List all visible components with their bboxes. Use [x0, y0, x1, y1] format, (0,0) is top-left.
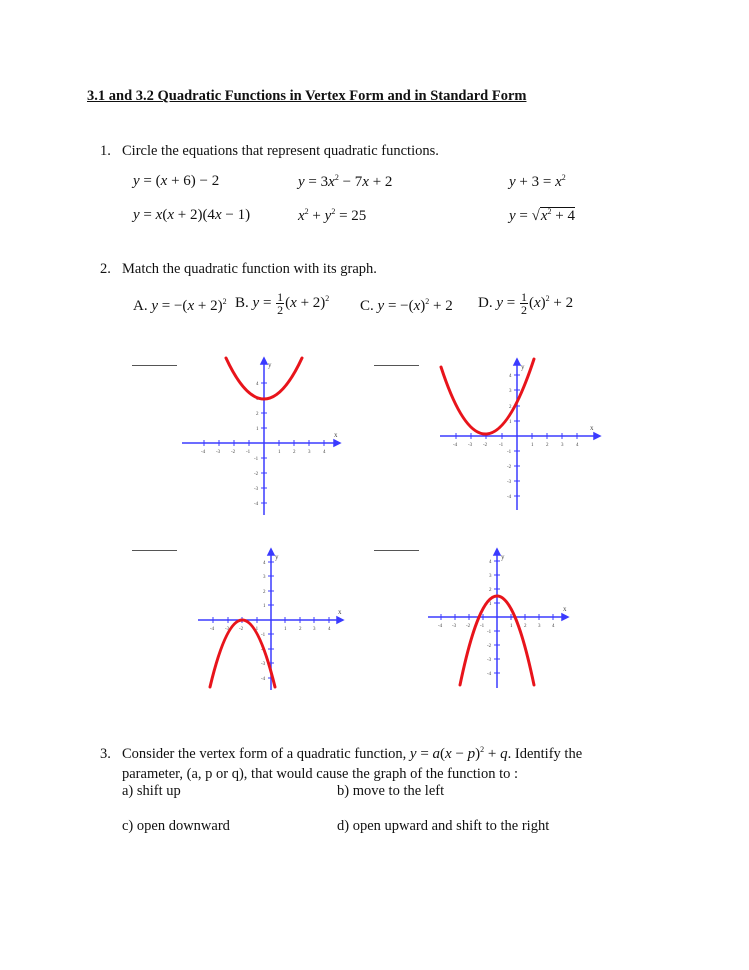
- svg-text:3: 3: [313, 627, 316, 632]
- svg-text:-4: -4: [261, 677, 266, 682]
- svg-text:-4: -4: [438, 624, 443, 629]
- svg-text:-2: -2: [261, 648, 266, 653]
- option-a: A. $y = -(x + 2)^2$: [133, 297, 227, 314]
- svg-text:x: x: [334, 431, 338, 439]
- question-number: 2.: [100, 261, 111, 277]
- svg-text:4: 4: [509, 374, 512, 379]
- svg-text:-1: -1: [499, 443, 504, 448]
- svg-text:-1: -1: [261, 633, 266, 638]
- svg-text:3: 3: [263, 575, 266, 580]
- svg-text:-1: -1: [254, 457, 259, 462]
- svg-text:2: 2: [299, 627, 302, 632]
- question-3-prompt: 3. Consider the vertex form of a quadratic function, $y = a(x - p)^2 + q$. Identify the: [100, 745, 583, 762]
- equation-3: $y + 3 = x^2$: [509, 173, 566, 190]
- svg-text:1: 1: [284, 627, 287, 632]
- answer-blank-3[interactable]: [132, 550, 177, 551]
- part-b: b) move to the left: [337, 783, 445, 799]
- svg-text:4: 4: [552, 624, 555, 629]
- svg-text:y: y: [521, 363, 525, 371]
- svg-text:y: y: [275, 553, 279, 561]
- svg-text:-4: -4: [254, 502, 259, 507]
- question-text: Consider the vertex form of a quadratic function,: [122, 746, 407, 762]
- svg-text:-3: -3: [254, 487, 259, 492]
- svg-text:-4: -4: [453, 443, 458, 448]
- svg-text:-1: -1: [480, 624, 485, 629]
- graph-2: [430, 355, 610, 515]
- svg-text:4: 4: [576, 443, 579, 448]
- option-b: B. y = $\frac{1}{2}$ $(x + 2)^2$: [235, 290, 330, 317]
- svg-text:-4: -4: [507, 495, 512, 500]
- svg-text:1: 1: [510, 624, 513, 629]
- page-title: 3.1 and 3.2 Quadratic Functions in Vertex Form and in Standard Form: [87, 88, 527, 104]
- svg-text:4: 4: [256, 382, 259, 387]
- question-text: Circle the equations that represent quadratic functions.: [122, 143, 439, 159]
- svg-text:-4: -4: [210, 627, 215, 632]
- part-a: a) shift up: [122, 783, 181, 799]
- svg-text:-3: -3: [487, 658, 492, 663]
- svg-text:2: 2: [489, 588, 492, 593]
- svg-text:2: 2: [546, 443, 549, 448]
- answer-blank-4[interactable]: [374, 550, 419, 551]
- equation-2: $y = 3x^2 - 7x + 2$: [298, 173, 393, 190]
- svg-text:-1: -1: [254, 627, 259, 632]
- svg-text:3: 3: [538, 624, 541, 629]
- graph-1: [176, 355, 346, 515]
- question-number: 3.: [100, 746, 111, 762]
- svg-text:y: y: [501, 553, 505, 561]
- svg-text:x: x: [563, 605, 567, 613]
- svg-text:-2: -2: [487, 644, 492, 649]
- svg-text:y: y: [268, 361, 272, 369]
- svg-text:-3: -3: [507, 480, 512, 485]
- svg-text:-4: -4: [487, 672, 492, 677]
- vertex-form-equation: $y = a(x - p)^2 + q$: [409, 745, 508, 762]
- svg-text:-2: -2: [231, 450, 236, 455]
- equation-1: y = (x + 6) − 2: [133, 173, 220, 189]
- svg-text:x: x: [338, 608, 342, 616]
- graph-3: [190, 545, 360, 695]
- svg-text:-3: -3: [216, 450, 221, 455]
- svg-text:-2: -2: [254, 472, 259, 477]
- question-2-prompt: [100, 261, 377, 278]
- svg-text:-2: -2: [507, 465, 512, 470]
- svg-text:1: 1: [263, 604, 266, 609]
- answer-blank-2[interactable]: [374, 365, 419, 366]
- svg-text:3: 3: [256, 397, 259, 402]
- question-text: Match the quadratic function with its graph.: [122, 261, 377, 277]
- question-number: 1.: [100, 143, 111, 159]
- option-d: D. y = $\frac{1}{2}$ $(x)^2 + 2$: [478, 290, 574, 317]
- svg-text:2: 2: [524, 624, 527, 629]
- svg-text:2: 2: [263, 590, 266, 595]
- svg-text:3: 3: [509, 389, 512, 394]
- svg-text:-2: -2: [466, 624, 471, 629]
- svg-text:-1: -1: [246, 450, 251, 455]
- svg-text:4: 4: [323, 450, 326, 455]
- equation-5: $x^2 + y^2 = 25$: [298, 207, 367, 224]
- svg-text:-1: -1: [487, 630, 492, 635]
- svg-text:4: 4: [328, 627, 331, 632]
- equation-6: $y = √x^2 + 4$: [509, 207, 576, 224]
- question-1-prompt: [100, 143, 439, 160]
- option-c: C. $y = -(x)^2 + 2$: [360, 297, 453, 314]
- part-c: c) open downward: [122, 818, 230, 834]
- svg-text:3: 3: [561, 443, 564, 448]
- question-3-prompt-line2: parameter, (a, p or q), that would cause the graph of the function to :: [122, 766, 519, 782]
- svg-text:1: 1: [509, 420, 512, 425]
- svg-text:-2: -2: [239, 627, 244, 632]
- svg-text:4: 4: [263, 561, 266, 566]
- svg-text:-3: -3: [452, 624, 457, 629]
- svg-text:-3: -3: [468, 443, 473, 448]
- svg-text:2: 2: [293, 450, 296, 455]
- svg-text:4: 4: [489, 560, 492, 565]
- svg-text:3: 3: [308, 450, 311, 455]
- svg-text:1: 1: [278, 450, 281, 455]
- svg-text:-4: -4: [201, 450, 206, 455]
- equation-4: y = x(x + 2)(4x − 1): [133, 207, 251, 223]
- svg-text:1: 1: [256, 427, 259, 432]
- svg-text:-3: -3: [225, 627, 230, 632]
- graph-4: [425, 545, 585, 695]
- svg-text:1: 1: [531, 443, 534, 448]
- svg-text:3: 3: [489, 574, 492, 579]
- svg-text:-1: -1: [507, 450, 512, 455]
- svg-text:-3: -3: [261, 662, 266, 667]
- svg-text:x: x: [590, 424, 594, 432]
- svg-text:1: 1: [489, 602, 492, 607]
- svg-text:2: 2: [509, 405, 512, 410]
- svg-text:-2: -2: [483, 443, 488, 448]
- part-d: d) open upward and shift to the right: [337, 818, 550, 834]
- answer-blank-1[interactable]: [132, 365, 177, 366]
- svg-text:2: 2: [256, 412, 259, 417]
